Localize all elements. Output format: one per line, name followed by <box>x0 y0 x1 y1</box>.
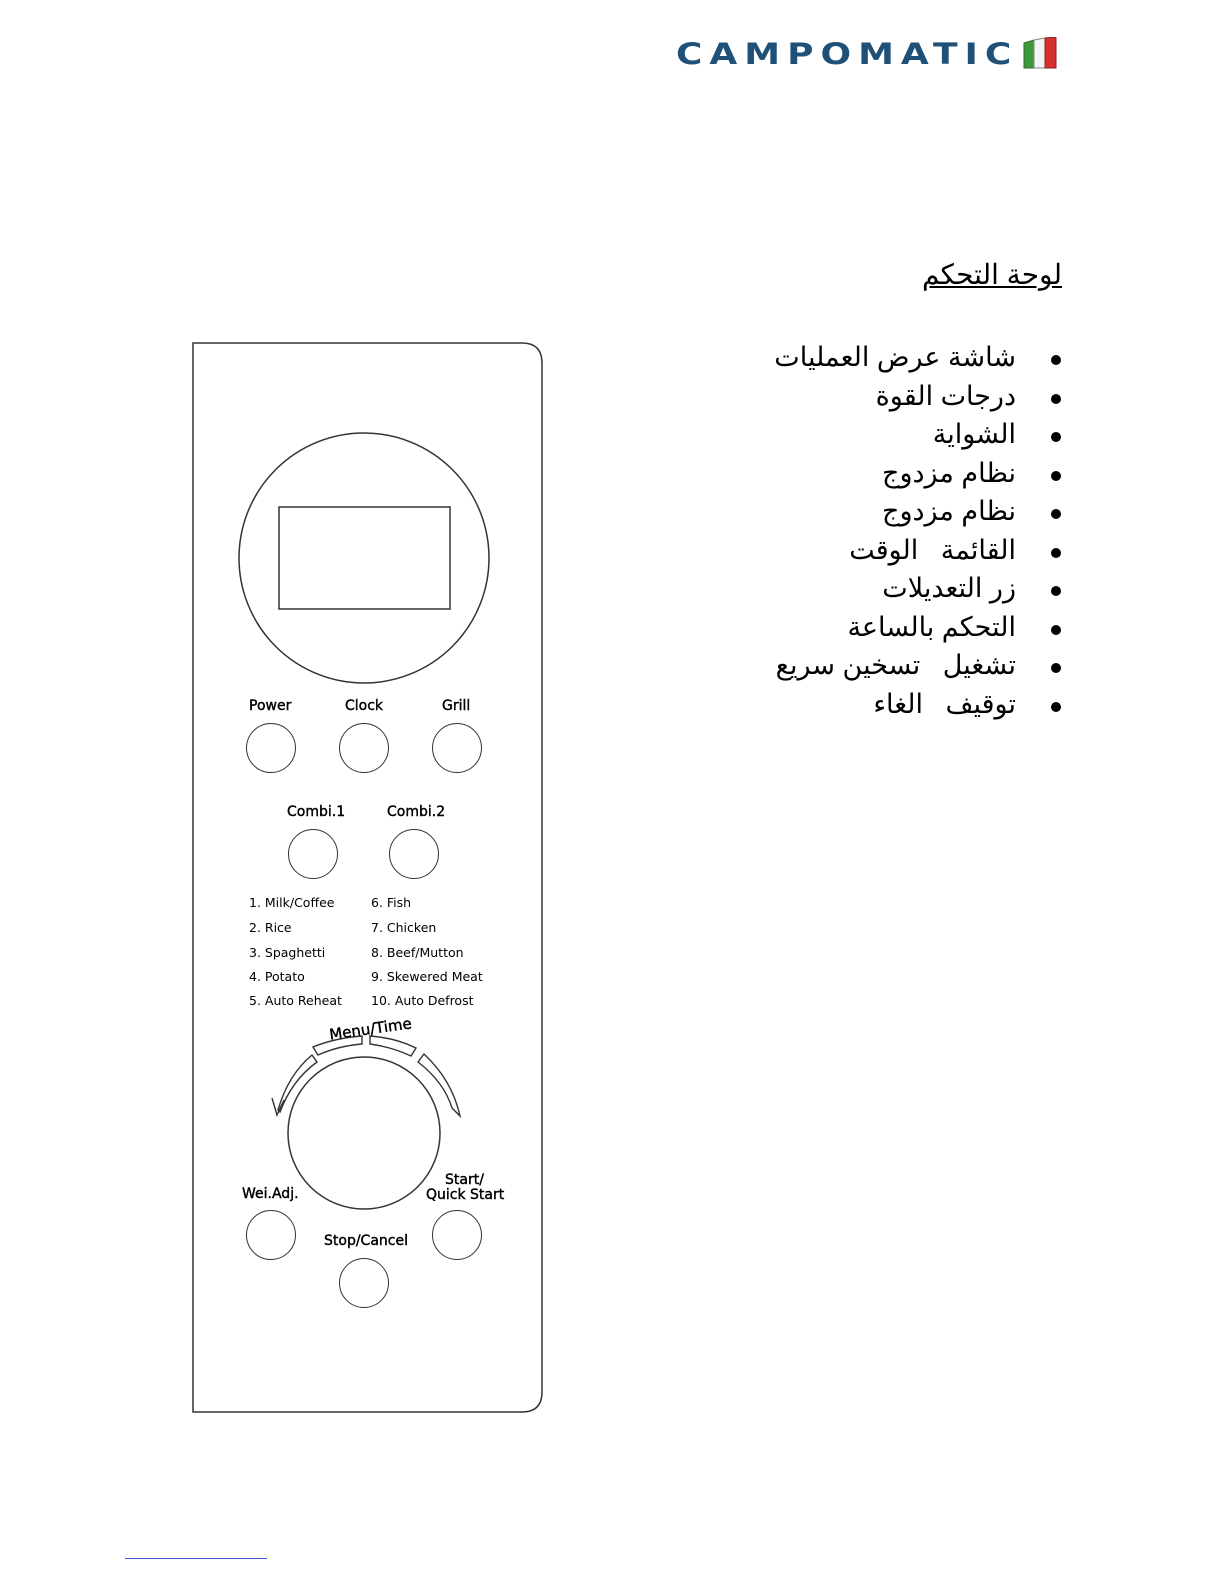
list-item: نظام مزدوج <box>774 492 1016 531</box>
combi2-button[interactable] <box>389 829 439 879</box>
feature-list <box>774 338 1016 723</box>
menu-item: 3. Spaghetti <box>249 945 326 960</box>
start-label-line2: Quick Start <box>426 1187 505 1203</box>
list-item: التحكم بالساعة <box>774 608 1016 647</box>
combi1-button[interactable] <box>288 829 338 879</box>
list-item: توقيف الغاء <box>774 685 1016 724</box>
menu-item: 8. Beef/Mutton <box>371 945 464 960</box>
menu-item: 4. Potato <box>249 969 305 984</box>
menu-item: 10. Auto Defrost <box>371 993 474 1008</box>
list-item: تشغيل تسخين سريع <box>774 646 1016 685</box>
brand-logo <box>676 34 1058 74</box>
power-label: Power <box>249 698 292 714</box>
menu-item: 5. Auto Reheat <box>249 993 342 1008</box>
menu-item: 9. Skewered Meat <box>371 969 483 984</box>
grill-button[interactable] <box>432 723 482 773</box>
menu-time-dial[interactable] <box>288 1057 440 1209</box>
menu-item: 7. Chicken <box>371 920 437 935</box>
power-button[interactable] <box>246 723 296 773</box>
stop-cancel-label: Stop/Cancel <box>324 1233 408 1249</box>
control-panel-diagram <box>190 340 550 1420</box>
grill-label: Grill <box>442 698 471 714</box>
menu-item: 6. Fish <box>371 895 412 910</box>
section-title: لوحة التحكم <box>921 259 1062 290</box>
start-label-line1: Start/ <box>445 1172 484 1188</box>
wei-adj-button[interactable] <box>246 1210 296 1260</box>
menu-item: 1. Milk/Coffee <box>249 895 335 910</box>
list-item: شاشة عرض العمليات <box>774 338 1016 377</box>
list-item: القائمة الوقت <box>774 531 1016 570</box>
list-item: نظام مزدوج <box>774 454 1016 493</box>
wei-adj-label: Wei.Adj. <box>242 1186 299 1202</box>
combi2-label: Combi.2 <box>387 804 446 820</box>
footer-link-underline <box>125 1558 267 1559</box>
stop-cancel-button[interactable] <box>339 1258 389 1308</box>
clock-button[interactable] <box>339 723 389 773</box>
list-item: الشواية <box>774 415 1016 454</box>
combi1-label: Combi.1 <box>287 804 346 820</box>
list-item: زر التعديلات <box>774 569 1016 608</box>
brand-name: CAMPOMATIC <box>676 37 1019 71</box>
clock-label: Clock <box>345 698 384 714</box>
list-item: درجات القوة <box>774 377 1016 416</box>
italian-flag-icon <box>1022 37 1058 71</box>
menu-time-label: Menu/Time <box>328 1014 413 1044</box>
start-quick-start-button[interactable] <box>432 1210 482 1260</box>
menu-item: 2. Rice <box>249 920 292 935</box>
